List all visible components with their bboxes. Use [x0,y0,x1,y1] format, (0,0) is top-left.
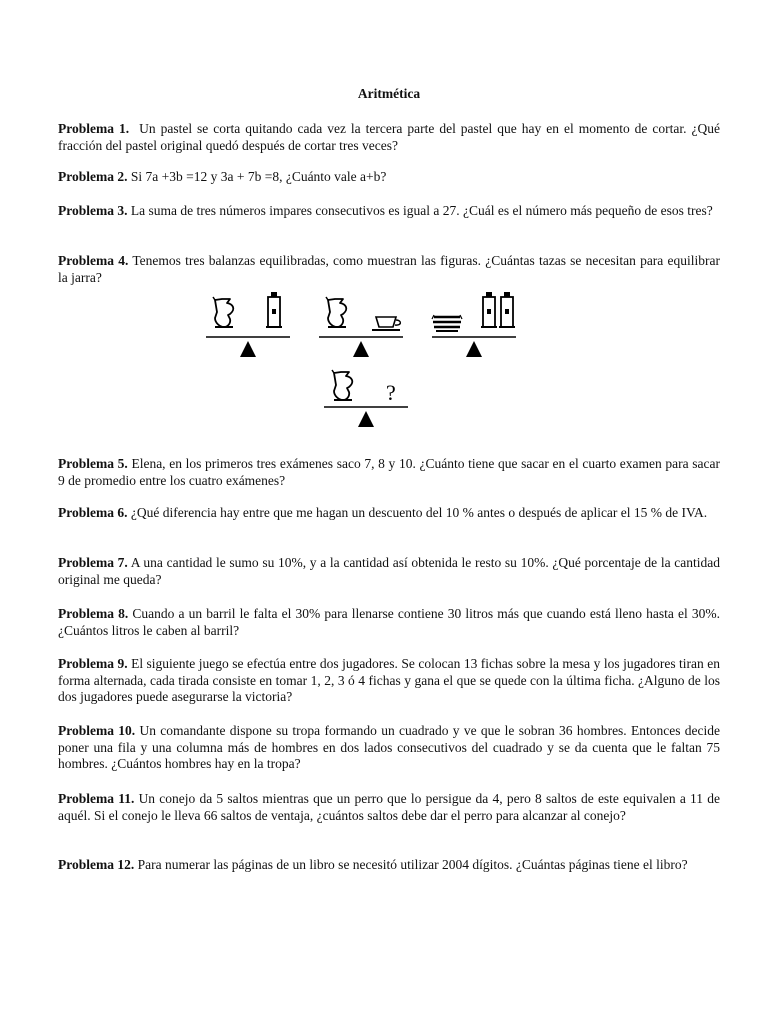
problem-text: Un pastel se corta quitando cada vez la tercera parte del pastel que hay en el momento de cortar. ¿Qué fracción del pastel original quedó después de cortar tres veces? [58,121,720,153]
balance-2 [319,297,403,357]
problem-7 [58,555,720,588]
problem-4 [58,253,720,286]
problem-text: La suma de tres números impares consecutivos es igual a 27. ¿Cuál es el número más pequeño de esos tres? [130,203,713,218]
problem-text: Cuando a un barril le falta el 30% para llenarse contiene 30 litros más que cuando está lleno hasta el 30%. ¿Cuántos litros le caben al barril? [58,606,720,638]
problem-6 [58,505,720,522]
problem-2 [58,169,720,186]
problem-text: Para numerar las páginas de un libro se necesitó utilizar 2004 dígitos. ¿Cuántas páginas tiene el libro? [137,857,688,872]
bottle-icon [266,292,282,327]
jug-icon [332,370,352,400]
problem-text: A una cantidad le sumo su 10%, y a la cantidad así obtenida le resto su 10%. ¿Qué porcentaje de la cantidad original me queda? [58,555,720,587]
jug-icon [326,297,346,327]
problem-text: ¿Qué diferencia hay entre que me hagan un descuento del 10 % antes o después de aplicar el 15 % de IVA. [130,505,708,520]
balance-4 [324,370,408,427]
problem-8 [58,606,720,639]
question-mark: ? [386,380,396,405]
problem-text: Elena, en los primeros tres exámenes saco 7, 8 y 10. ¿Cuánto tiene que sacar en el cuarto examen para sacar 9 de promedio entre los cuatro exámenes? [58,456,721,488]
problem-label: Problema 8. [58,606,129,621]
problem-label: Problema 5. [58,456,128,471]
document-title: Aritmética [357,86,421,101]
balance-1 [206,292,290,357]
jug-icon [213,297,233,327]
problem-label: Problema 1. [58,121,130,136]
problem-label: Problema 2. [58,169,128,184]
bottle-icon [499,292,515,327]
cup-icon [372,317,400,330]
problem-text: Un conejo da 5 saltos mientras que un perro que lo persigue da 4, pero 8 saltos de este equivalen a 11 de aquél. Si el conejo le lleva 66 saltos de ventaja, ¿cuántos saltos debe dar el perro para alcanzar al conejo? [58,791,720,823]
problem-5 [58,456,720,489]
problem-11 [58,791,720,824]
problem-1 [58,121,720,154]
problem-label: Problema 9. [58,656,128,671]
problem-label: Problema 10. [58,723,136,738]
problem-label: Problema 7. [58,555,128,570]
problem-text: Tenemos tres balanzas equilibradas, como muestran las figuras. ¿Cuántas tazas se necesitan para equilibrar la jarra? [58,253,720,285]
balance-3 [432,292,516,357]
problem-9 [58,656,720,706]
problem-label: Problema 6. [58,505,128,520]
problem-3 [58,203,720,220]
problem-label: Problema 12. [58,857,135,872]
problem-text: Un comandante dispone su tropa formando un cuadrado y ve que le sobran 36 hombres. Entonces decide poner una fila y una columna más de hombres en dos lados consecutivos del cuadrado y se da cuenta que le faltan 75 hombres. ¿Cuántos hombres hay en la tropa? [58,723,720,771]
problem-label: Problema 4. [58,253,129,268]
plates-icon [432,315,462,331]
problem-text: El siguiente juego se efectúa entre dos jugadores. Se colocan 13 fichas sobre la mesa y los jugadores tiran en forma alternada, cada tirada consiste en tomar 1, 2, 3 ó 4 fichas y gana el que se quede con la última ficha. ¿Alguno de los dos jugadores puede asegurarse la victoria? [58,656,721,704]
problem-label: Problema 3. [58,203,128,218]
balances-figure [0,290,768,450]
problem-12 [58,857,720,874]
bottle-icon [481,292,497,327]
problem-10 [58,723,720,773]
problem-text: Si 7a +3b =12 y 3a + 7b =8, ¿Cuánto vale a+b? [130,169,387,184]
problem-label: Problema 11. [58,791,135,806]
